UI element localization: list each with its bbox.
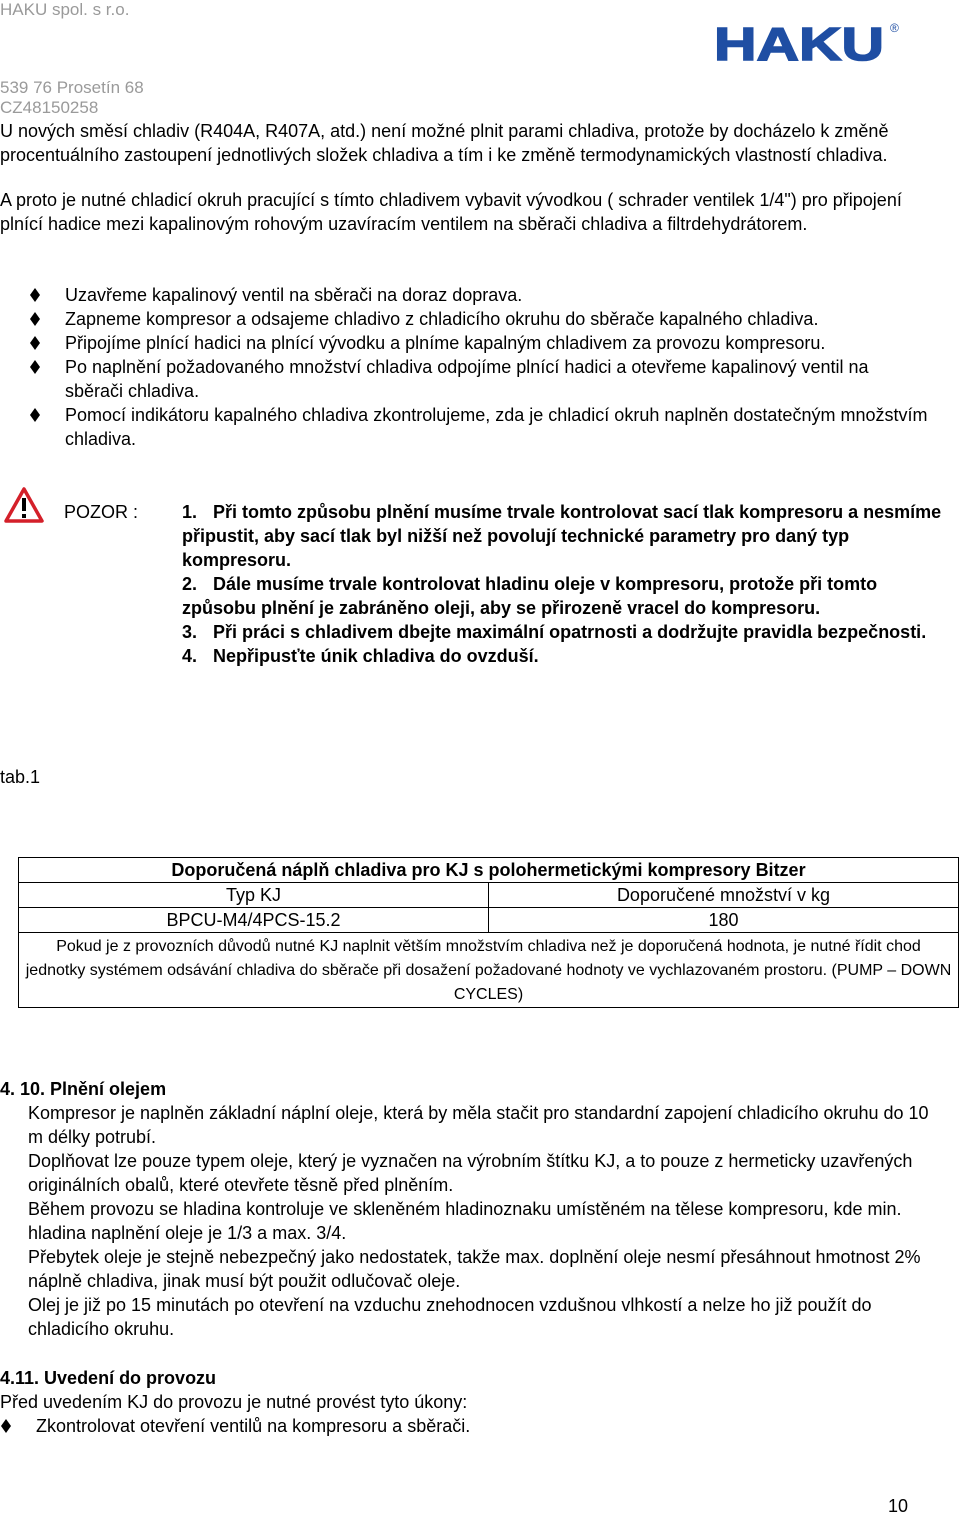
section-oil-heading: 4. 10. Plnění olejem [0, 1079, 167, 1099]
list-item [30, 283, 930, 307]
list-item [30, 307, 930, 331]
oil-paragraph-1: Kompresor je naplněn základní náplní oleje, která by měla stačit pro standardní zapojení chladicího okruhu do 10 m délky potrubí. [28, 1103, 929, 1147]
table-header-type: Typ KJ [19, 883, 489, 908]
step-text: Pomocí indikátoru kapalného chladiva zkontrolujeme, zda je chladicí okruh naplněn dostatečným množstvím chladiva. [65, 405, 928, 449]
warning-item [182, 620, 942, 644]
refrigerant-table [18, 857, 959, 1008]
step-text: Po naplnění požadovaného množství chladiva odpojíme plnící hadici a otevřeme kapalinový ventil na sběrači chladiva. [65, 357, 869, 401]
section-oil-body [28, 1101, 933, 1341]
section-start-heading: 4.11. Uvedení do provozu [0, 1368, 217, 1388]
step-text: Uzavřeme kapalinový ventil na sběrači na doraz doprava. [65, 285, 523, 305]
warning-number: 1. [182, 502, 198, 522]
haku-logo [714, 16, 904, 68]
company-name: HAKU spol. s r.o. [0, 0, 130, 19]
table-cell-amount: 180 [489, 908, 959, 933]
intro-paragraph-1: U nových směsí chladiv (R404A, R407A, atd.) není možné plnit parami chladiva, protože by docházelo k změně procentuálního zastoupení jednotlivých složek chladiva a tím i ke změně termodynamických vlastností chladiva. [0, 121, 889, 165]
warning-item [182, 572, 942, 620]
warning-number: 3. [182, 622, 198, 642]
table-note: Pokud je z provozních důvodů nutné KJ naplnit větším množstvím chladiva než je doporučená hodnota, je nutné řídit chod jednotky systémem odsávání chladiva do sběrače při dosažení požadované hodnoty ve vychlazovaném prostoru. (PUMP – DOWN CYCLES) [19, 933, 959, 1008]
step-text: Zapneme kompresor a odsajeme chladivo z chladicího okruhu do sběrače kapalného chladiva. [65, 309, 819, 329]
diamond-bullet-icon [30, 312, 40, 326]
logo-registered-mark: ® [890, 21, 899, 35]
start-step-text: Zkontrolovat otevření ventilů na kompresoru a sběrači. [36, 1416, 471, 1436]
diamond-bullet-icon [30, 336, 40, 350]
diamond-bullet-icon [30, 360, 40, 374]
list-item [30, 355, 930, 403]
table-title: Doporučená náplň chladiva pro KJ s polohermetickými kompresory Bitzer [19, 858, 959, 883]
list-item [30, 403, 930, 451]
company-address: 539 76 Prosetín 68 [0, 78, 144, 97]
warning-text: Při práci s chladivem dbejte maximální opatrnosti a dodržujte pravidla bezpečnosti. [213, 622, 927, 642]
table-header-amount: Doporučené množství v kg [489, 883, 959, 908]
warning-list [182, 500, 942, 668]
oil-paragraph-2: Doplňovat lze pouze typem oleje, který je vyznačen na výrobním štítku KJ, a to pouze z hermeticky uzavřených originálních obalů, které otevřete těsně před plněním. [28, 1151, 913, 1195]
company-vat-id: CZ48150258 [0, 98, 99, 117]
warning-number: 2. [182, 574, 198, 594]
warning-text: Při tomto způsobu plnění musíme trvale kontrolovat sací tlak kompresoru a nesmíme připustit, aby sací tlak byl nižší než povolují technické parametry pro daný typ kompresoru. [182, 502, 942, 570]
page-number: 10 [888, 1496, 909, 1516]
oil-paragraph-3: Během provozu se hladina kontroluje ve skleněném hladinoznaku umístěném na tělese kompresoru, kde min. hladina naplnění oleje je 1/3 a max. 3/4. [28, 1199, 902, 1243]
diamond-bullet-icon [1, 1419, 11, 1433]
section-start-intro: Před uvedením KJ do provozu je nutné provést tyto úkony: [0, 1392, 468, 1412]
warning-text: Dále musíme trvale kontrolovat hladinu oleje v kompresoru, protože při tomto způsobu plnění je zabráněno oleji, aby se přirozeně vracel do kompresoru. [182, 574, 878, 618]
diamond-bullet-icon [30, 288, 40, 302]
list-item [30, 331, 930, 355]
logo-wordmark: HAKU [714, 18, 884, 68]
table-row [19, 908, 959, 933]
list-item [1, 1414, 960, 1438]
step-text: Připojíme plnící hadici na plnící vývodku a plníme kapalným chladivem za provozu kompresoru. [65, 333, 826, 353]
table-cell-type: BPCU-M4/4PCS-15.2 [19, 908, 489, 933]
warning-text: Nepřipusťte únik chladiva do ovzduší. [213, 646, 539, 666]
warning-number: 4. [182, 646, 198, 666]
table-label: tab.1 [0, 767, 41, 787]
intro-paragraph-2: A proto je nutné chladicí okruh pracující s tímto chladivem vybavit vývodkou ( schrader ventilek 1/4") pro připojení plnící hadice mezi kapalinovým rohovým uzavíracím ventilem na sběrači chladiva a filtrdehydrátorem. [0, 190, 902, 234]
oil-paragraph-5: Olej je již po 15 minutách po otevření na vzduchu znehodnocen vzdušnou vlhkostí a nelze ho již použít do chladicího okruhu. [28, 1295, 872, 1339]
oil-paragraph-4: Přebytek oleje je stejně nebezpečný jako nedostatek, takže max. doplnění oleje nesmí přesáhnout hmotnost 2% náplně chladiva, jinak musí být použit odlučovač oleje. [28, 1247, 921, 1291]
diamond-bullet-icon [30, 408, 40, 422]
warning-item [182, 500, 942, 572]
warning-triangle-icon [4, 487, 44, 523]
warning-label: POZOR : [64, 502, 139, 522]
steps-list [30, 283, 930, 451]
warning-item [182, 644, 942, 668]
